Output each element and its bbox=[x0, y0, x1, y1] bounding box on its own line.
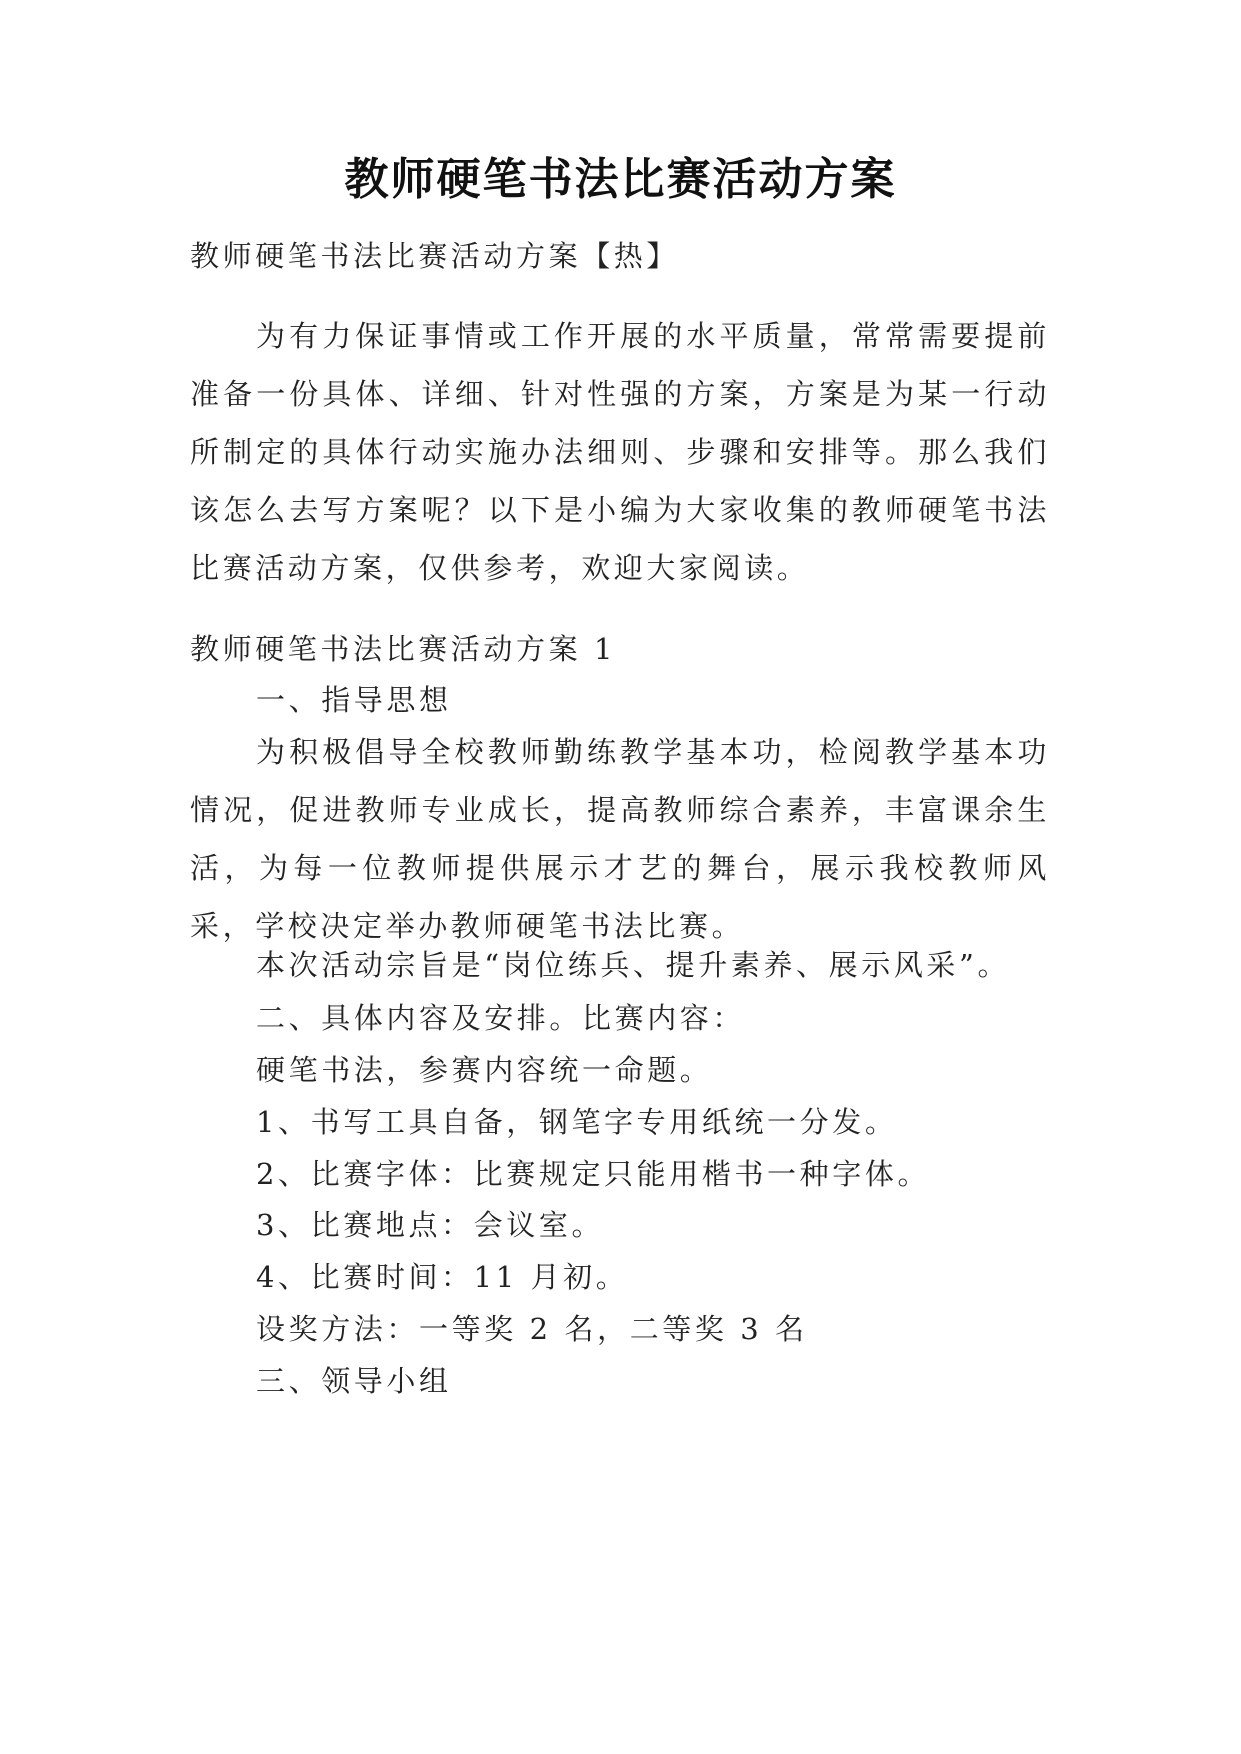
section-title: 教师硬笔书法比赛活动方案 1 bbox=[190, 632, 617, 666]
heading-content-arrangement: 二、具体内容及安排。比赛内容： bbox=[256, 1001, 746, 1035]
awards-method: 设奖方法：一等奖 2 名，二等奖 3 名 bbox=[256, 1312, 808, 1346]
list-item: 3、比赛地点：会议室。 bbox=[256, 1208, 605, 1242]
heading-guiding-ideology: 一、指导思想 bbox=[256, 683, 452, 717]
activity-purpose: 本次活动宗旨是“岗位练兵、提升素养、展示风采”。 bbox=[256, 948, 1011, 982]
document-subtitle: 教师硬笔书法比赛活动方案【热】 bbox=[190, 239, 680, 273]
list-item: 4、比赛时间：11 月初。 bbox=[256, 1260, 629, 1294]
document-title: 教师硬笔书法比赛活动方案 bbox=[344, 154, 897, 205]
list-item: 2、比赛字体：比赛规定只能用楷书一种字体。 bbox=[256, 1157, 931, 1191]
guiding-ideology-paragraph: 为积极倡导全校教师勤练教学基本功，检阅教学基本功情况，促进教师专业成长，提高教师综合素养，丰富课余生活，为每一位教师提供展示才艺的舞台，展示我校教师风采，学校决定举办教师硬笔书法比赛。 bbox=[190, 735, 1050, 943]
heading-leadership-group: 三、领导小组 bbox=[256, 1364, 452, 1398]
competition-content: 硬笔书法，参赛内容统一命题。 bbox=[256, 1053, 713, 1087]
intro-paragraph: 为有力保证事情或工作开展的水平质量，常常需要提前准备一份具体、详细、针对性强的方案，方案是为某一行动所制定的具体行动实施办法细则、步骤和安排等。那么我们该怎么去写方案呢？以下是小编为大家收集的教师硬笔书法比赛活动方案，仅供参考，欢迎大家阅读。 bbox=[190, 319, 1050, 585]
list-item: 1、书写工具自备，钢笔字专用纸统一分发。 bbox=[256, 1105, 898, 1139]
